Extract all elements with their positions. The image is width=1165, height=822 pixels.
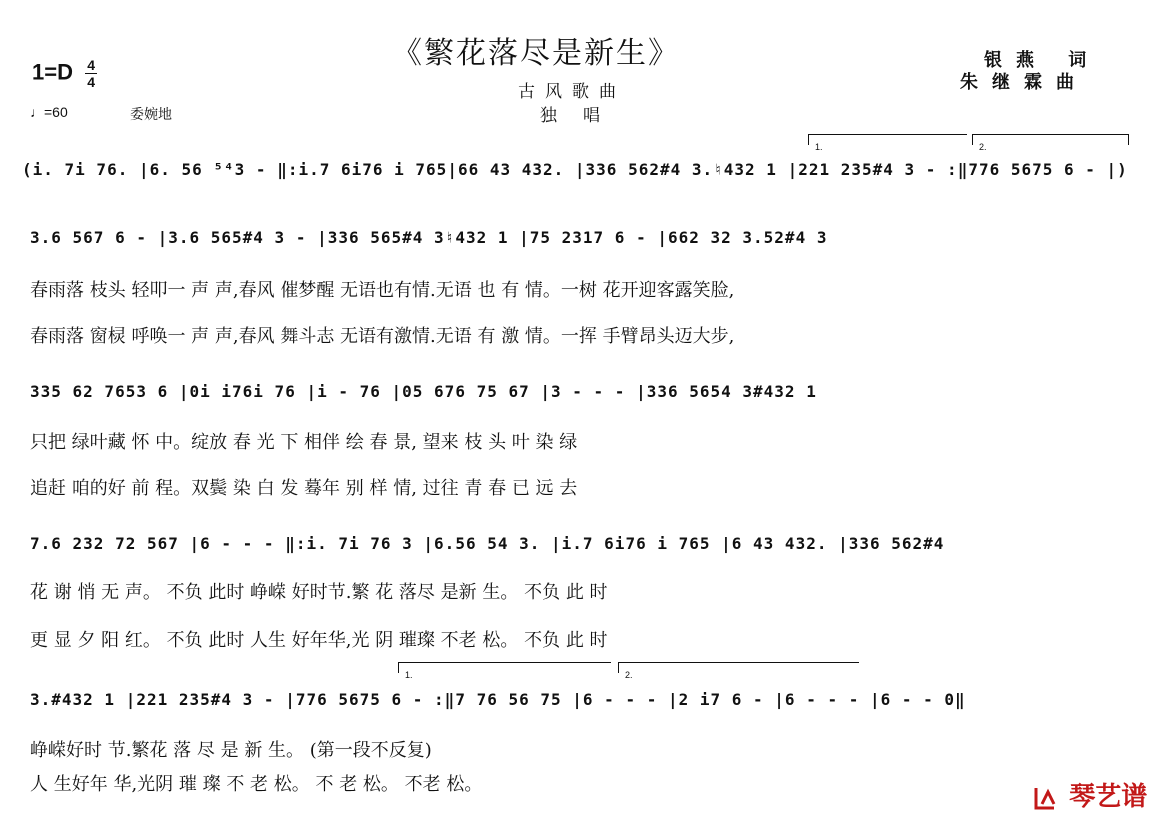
site-logo[interactable] [1032, 776, 1147, 813]
system-2-lyrics-verse-2: 春雨落 窗棂 呼唤一 声 声,春风 舞斗志 无语有激情.无语 有 激 情。一挥 手臂昂头迈大步, [30, 326, 735, 347]
tempo-marking: ♩=60 [30, 104, 68, 120]
system-2-notes: 3.6 567 6 - |3.6 565#4 3 - |336 565#4 3♮432 1 |75 2317 6 - |662 32 3.52#4 3 [30, 228, 828, 247]
second-ending-bracket-2 [618, 662, 859, 680]
lyricist-credit: 银燕 词 [984, 50, 1101, 71]
key-signature [32, 58, 97, 89]
system-5-notes: 3.#432 1 |221 235#4 3 - |776 5675 6 - :‖7 76 56 75 |6 - - - |2 i7 6 - |6 - - - |6 - - 0‖ [30, 690, 966, 709]
system-3-lyrics-verse-1: 只把 绿叶藏 怀 中。绽放 春 光 下 相伴 绘 春 景, 望来 枝 头 叶 染 绿 [30, 432, 578, 453]
performance-label: 独唱 [540, 106, 626, 126]
system-1-notes: (i. 7i 76. |6. 56 ⁵⁴3 - ‖:i.7 6i76 i 765|66 43 432. |336 562#4 3.♮432 1 |221 235#4 3 - :‖776 5675 6 - |) [22, 160, 1128, 179]
key-label: 1=D [32, 59, 73, 85]
style-marking: 委婉地 [130, 107, 172, 123]
system-4-notes: 7.6 232 72 567 |6 - - - ‖:i. 7i 76 3 |6.56 54 3. |i.7 6i76 i 765 |6 43 432. |336 562#4 [30, 534, 945, 553]
logo-text: 琴艺谱 [1069, 781, 1148, 811]
system-4-lyrics-verse-1: 花 谢 悄 无 声。 不负 此时 峥嵘 好时节.繁 花 落尽 是新 生。 不负 此 时 [30, 582, 608, 603]
second-ending-label: 2. [979, 142, 987, 152]
system-3-notes: 335 62 7653 6 |0i i76i 76 |i - 76 |05 676 75 67 |3 - - - |336 5654 3#432 1 [30, 382, 817, 401]
second-ending-label-2: 2. [625, 670, 633, 680]
system-2-lyrics-verse-1: 春雨落 枝头 轻叩一 声 声,春风 催梦醒 无语也有情.无语 也 有 情。一树 花开迎客露笑脸, [30, 280, 735, 301]
first-ending-bracket-2 [398, 662, 611, 680]
composer-credit: 朱继霖曲 [960, 72, 1088, 93]
first-ending-label: 1. [815, 142, 823, 152]
genre-label: 古风歌曲 [518, 82, 626, 102]
song-title: 《繁花落尽是新生》 [392, 36, 680, 71]
system-3-lyrics-verse-2: 追赶 咱的好 前 程。双鬓 染 白 发 蓦年 别 样 情, 过往 青 春 已 远 去 [30, 478, 578, 499]
meter-top: 4 [87, 57, 95, 73]
logo-icon [1032, 784, 1058, 812]
system-5-lyrics-verse-2: 人 生好年 华,光阴 璀 璨 不 老 松。 不 老 松。 不老 松。 [30, 774, 483, 795]
system-5-lyrics-verse-1: 峥嵘好时 节.繁花 落 尽 是 新 生。 (第一段不反复) [30, 740, 432, 761]
first-ending-bracket [808, 134, 967, 152]
meter-bottom: 4 [87, 74, 95, 90]
system-4-lyrics-verse-2: 更 显 夕 阳 红。 不负 此时 人生 好年华,光 阴 璀璨 不老 松。 不负 此 时 [30, 630, 608, 651]
time-signature [85, 58, 97, 89]
first-ending-label-2: 1. [405, 670, 413, 680]
second-ending-bracket [972, 134, 1129, 152]
